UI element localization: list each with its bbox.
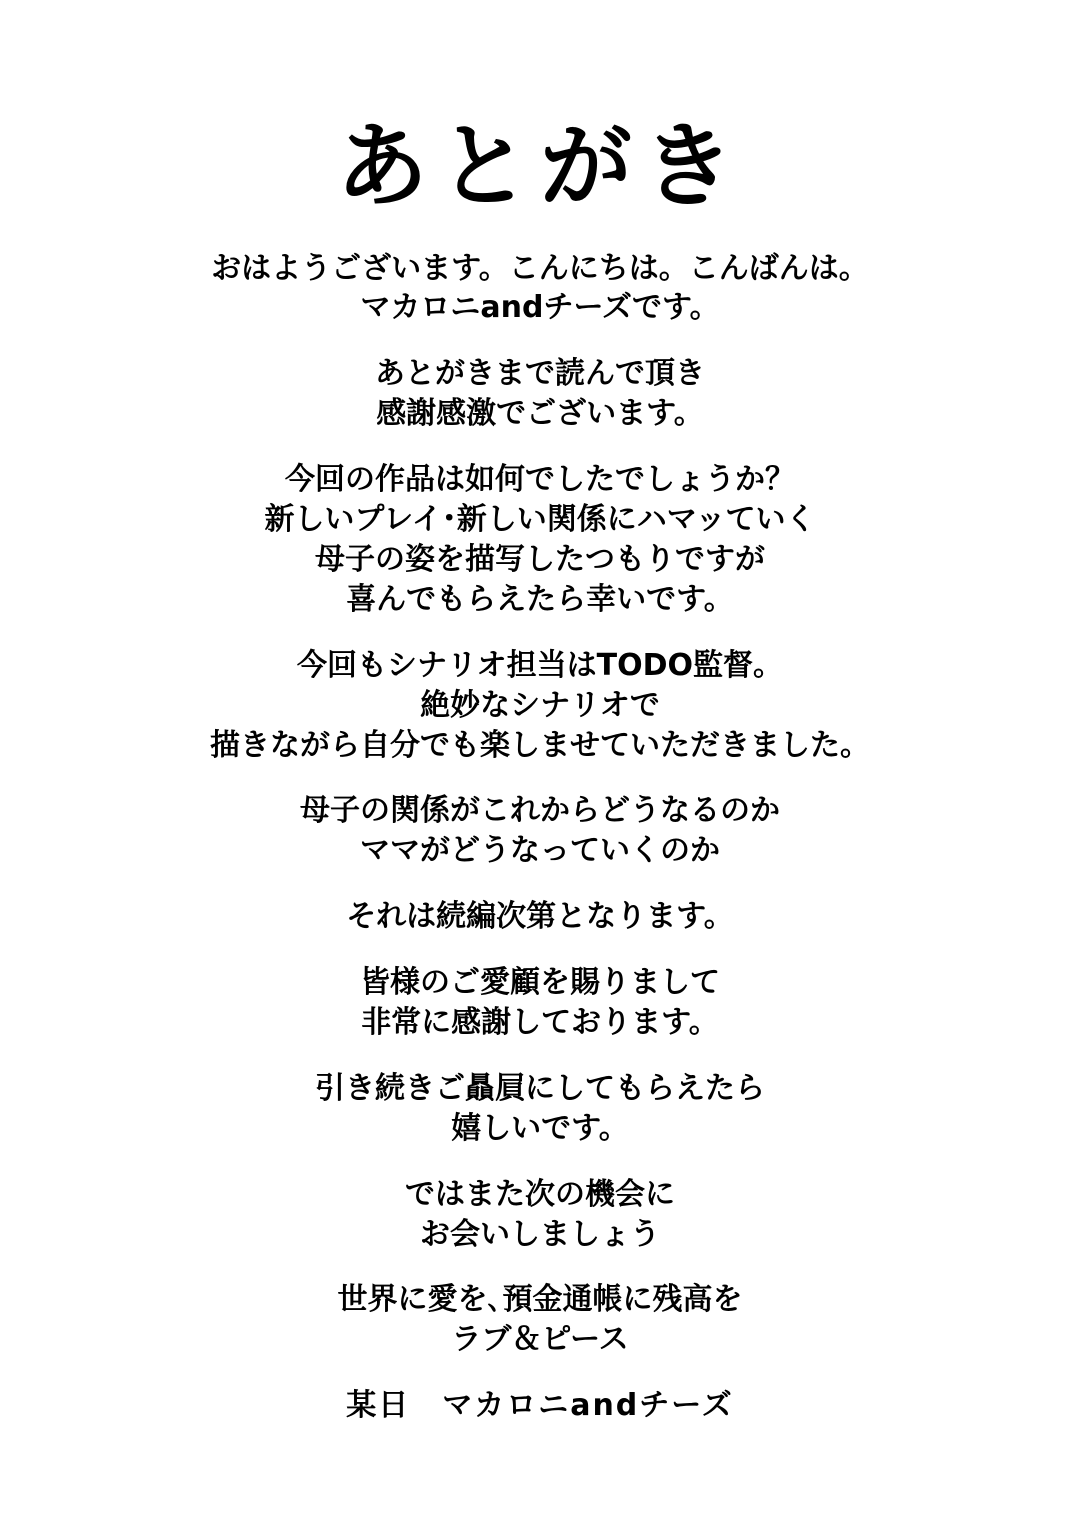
text-line: 母子の姿を描写したつもりですが <box>315 541 765 577</box>
text-line: 引き続きご贔屓にしてもらえたら <box>315 1070 765 1106</box>
afterword-body <box>90 215 990 1426</box>
paragraph-future-question <box>90 791 990 871</box>
paragraph-thanks-for-reading <box>90 354 990 434</box>
text-line: ではまた次の機会に <box>405 1176 675 1212</box>
text-line: 描きながら自分でも楽しませていただきました。 <box>210 727 870 763</box>
paragraph-motto <box>90 1280 990 1360</box>
text-line: マカロニandチーズです。 <box>360 290 720 326</box>
text-line: 喜んでもらえたら幸いです。 <box>346 581 734 617</box>
text-line: ママがどうなっていくのか <box>360 833 720 869</box>
text-line: 今回の作品は如何でしたでしょうか？ <box>285 462 795 498</box>
paragraph-about-this-work <box>90 460 990 620</box>
paragraph-greeting <box>90 249 990 329</box>
page-title: あとがき <box>335 112 744 220</box>
text-line: 今回もシナリオ担当はTODO監督。 <box>296 647 784 683</box>
text-line: それは続編次第となります。 <box>346 899 734 935</box>
text-line: 世界に愛を､預金通帳に残高を <box>337 1282 743 1318</box>
paragraph-scenario-credit <box>90 646 990 766</box>
text-line: 嬉しいです。 <box>451 1110 629 1146</box>
text-line: 皆様のご愛顧を賜りまして <box>360 965 720 1001</box>
text-line: 母子の関係がこれからどうなるのか <box>300 793 780 829</box>
text-line: 非常に感謝しております。 <box>361 1004 719 1040</box>
text-line: ラブ＆ピース <box>451 1322 629 1358</box>
text-line: 某日 マカロニandチーズ <box>346 1388 734 1424</box>
paragraph-farewell <box>90 1175 990 1255</box>
text-line: おはようございます。こんにちは。こんばんは。 <box>211 250 869 286</box>
paragraph-continued-support <box>90 1069 990 1149</box>
text-line: あとがきまで読んで頂き <box>375 356 705 392</box>
paragraph-sequel-note <box>90 897 990 937</box>
text-line: 感謝感激でございます。 <box>376 396 704 432</box>
paragraph-patronage-thanks <box>90 963 990 1043</box>
signature <box>90 1386 990 1426</box>
text-line: 新しいプレイ･新しい関係にハマッていく <box>264 502 816 538</box>
text-line: 絶妙なシナリオで <box>420 687 660 723</box>
text-line: お会いしましょう <box>420 1216 660 1252</box>
